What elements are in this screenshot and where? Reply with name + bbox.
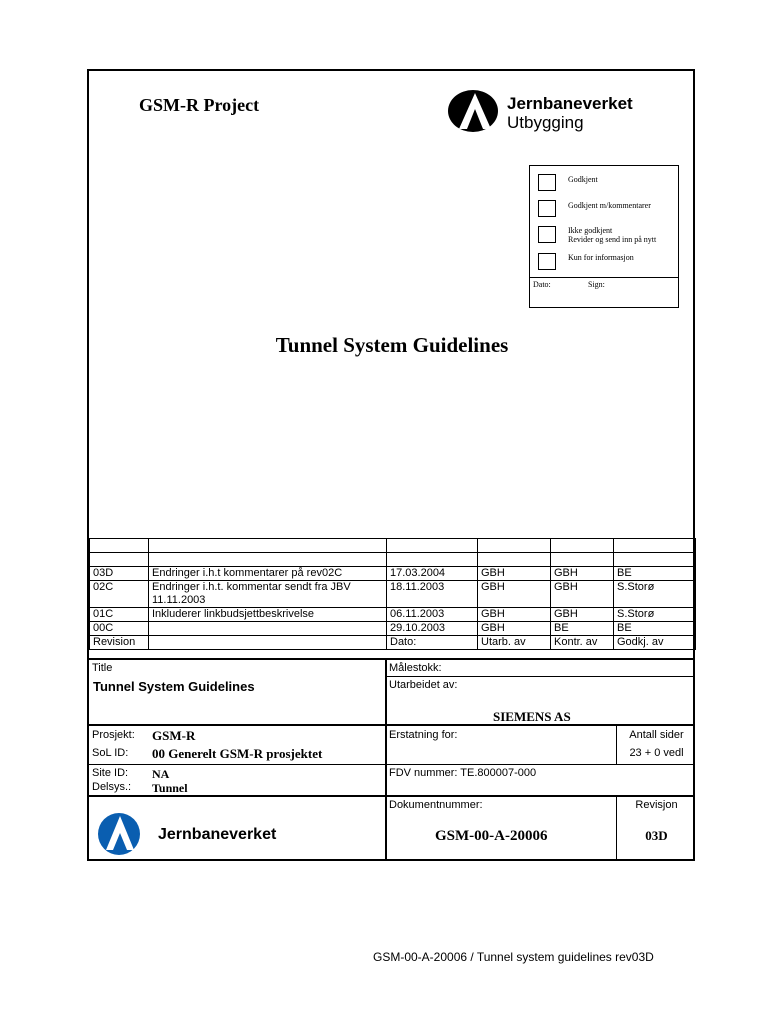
jbv-emblem-icon (447, 89, 503, 133)
divider (530, 277, 678, 278)
header-cell (149, 636, 387, 650)
logo-name: Jernbaneverket (507, 94, 633, 113)
table-row (90, 539, 696, 553)
table-row (90, 622, 696, 636)
document-frame (87, 69, 695, 861)
erstatning-label: Erstatning for: (389, 729, 458, 741)
site-label: Site ID: (92, 767, 129, 779)
divider (616, 724, 617, 764)
rev-cell: BE (614, 622, 696, 636)
revision-table (89, 538, 696, 650)
header-cell: Godkj. av (614, 636, 696, 650)
divider (89, 724, 695, 726)
page-footer: GSM-00-A-20006 / Tunnel system guidelines rev03D (373, 950, 654, 964)
rev-cell (149, 622, 387, 636)
delsys-value: Tunnel (152, 781, 188, 795)
rev-cell: 29.10.2003 (387, 622, 478, 636)
header-cell: Kontr. av (551, 636, 614, 650)
approval-label: Godkjent m/kommentarer (568, 201, 651, 210)
table-row (90, 553, 696, 567)
title-value: Tunnel System Guidelines (93, 679, 255, 694)
divider (89, 764, 385, 765)
checkbox-godkjent[interactable] (538, 174, 556, 191)
divider (385, 676, 695, 677)
revisjon-label: Revisjon (635, 799, 678, 811)
divider (385, 658, 387, 861)
antall-value: 23 + 0 vedl (629, 747, 684, 759)
rev-cell: 03D (90, 567, 149, 581)
doknr-value: GSM-00-A-20006 (435, 828, 548, 844)
antall-label: Antall sider (629, 729, 684, 741)
prosjekt-value: GSM-R (152, 728, 196, 743)
table-row (90, 567, 696, 581)
dato-label: Dato: (533, 280, 551, 289)
sol-value: 00 Generelt GSM-R prosjektet (152, 746, 323, 761)
site-value: NA (152, 767, 170, 781)
rev-cell: GBH (551, 608, 614, 622)
rev-cell: 06.11.2003 (387, 608, 478, 622)
divider (616, 795, 617, 861)
title-label: Title (92, 662, 113, 674)
table-row (90, 581, 696, 608)
checkbox-godkjent-kommentarer[interactable] (538, 200, 556, 217)
logo-subtitle: Utbygging (507, 113, 584, 132)
fdv-label: FDV nummer: TE.800007-000 (389, 767, 537, 779)
malestokk-label: Målestokk: (389, 662, 442, 674)
utarbeidet-label: Utarbeidet av: (389, 679, 458, 691)
logo-name: Jernbaneverket (158, 826, 277, 843)
rev-cell: GBH (551, 581, 614, 608)
rev-cell: GBH (478, 567, 551, 581)
rev-cell: S.Storø (614, 581, 696, 608)
sign-label: Sign: (588, 280, 605, 289)
doknr-label: Dokumentnummer: (389, 799, 483, 811)
prosjekt-label: Prosjekt: (92, 729, 135, 741)
rev-cell: 17.03.2004 (387, 567, 478, 581)
jbv-emblem-icon (97, 812, 141, 856)
rev-cell: Endringer i.h.t kommentarer på rev02C (149, 567, 387, 581)
rev-cell: GBH (478, 581, 551, 608)
divider (89, 658, 695, 660)
approval-box (529, 165, 679, 308)
rev-cell: BE (614, 567, 696, 581)
document-title: Tunnel System Guidelines (275, 333, 509, 357)
rev-cell: 01C (90, 608, 149, 622)
approval-label: Kun for informasjon (568, 253, 634, 262)
rev-cell: GBH (478, 622, 551, 636)
sol-label: SoL ID: (92, 747, 129, 759)
rev-cell: Endringer i.h.t. kommentar sendt fra JBV 11.11.2003 (149, 581, 387, 608)
approval-label: Godkjent (568, 175, 598, 184)
approval-label: Ikke godkjent Revider og send inn på nytt (568, 226, 657, 244)
table-header-row (90, 636, 696, 650)
rev-cell: BE (551, 622, 614, 636)
rev-cell: 02C (90, 581, 149, 608)
table-row (90, 608, 696, 622)
header-cell: Utarb. av (478, 636, 551, 650)
header-cell: Revision (90, 636, 149, 650)
rev-cell: 00C (90, 622, 149, 636)
checkbox-kun-informasjon[interactable] (538, 253, 556, 270)
header-cell: Dato: (387, 636, 478, 650)
company-name: SIEMENS AS (493, 709, 571, 724)
divider (385, 764, 695, 765)
rev-cell: Inkluderer linkbudsjettbeskrivelse (149, 608, 387, 622)
rev-cell: 18.11.2003 (387, 581, 478, 608)
delsys-label: Delsys.: (92, 781, 132, 793)
checkbox-ikke-godkjent[interactable] (538, 226, 556, 243)
rev-cell: S.Storø (614, 608, 696, 622)
revisjon-value: 03D (645, 828, 668, 843)
rev-cell: GBH (478, 608, 551, 622)
rev-cell: GBH (551, 567, 614, 581)
project-heading: GSM-R Project (139, 95, 260, 115)
